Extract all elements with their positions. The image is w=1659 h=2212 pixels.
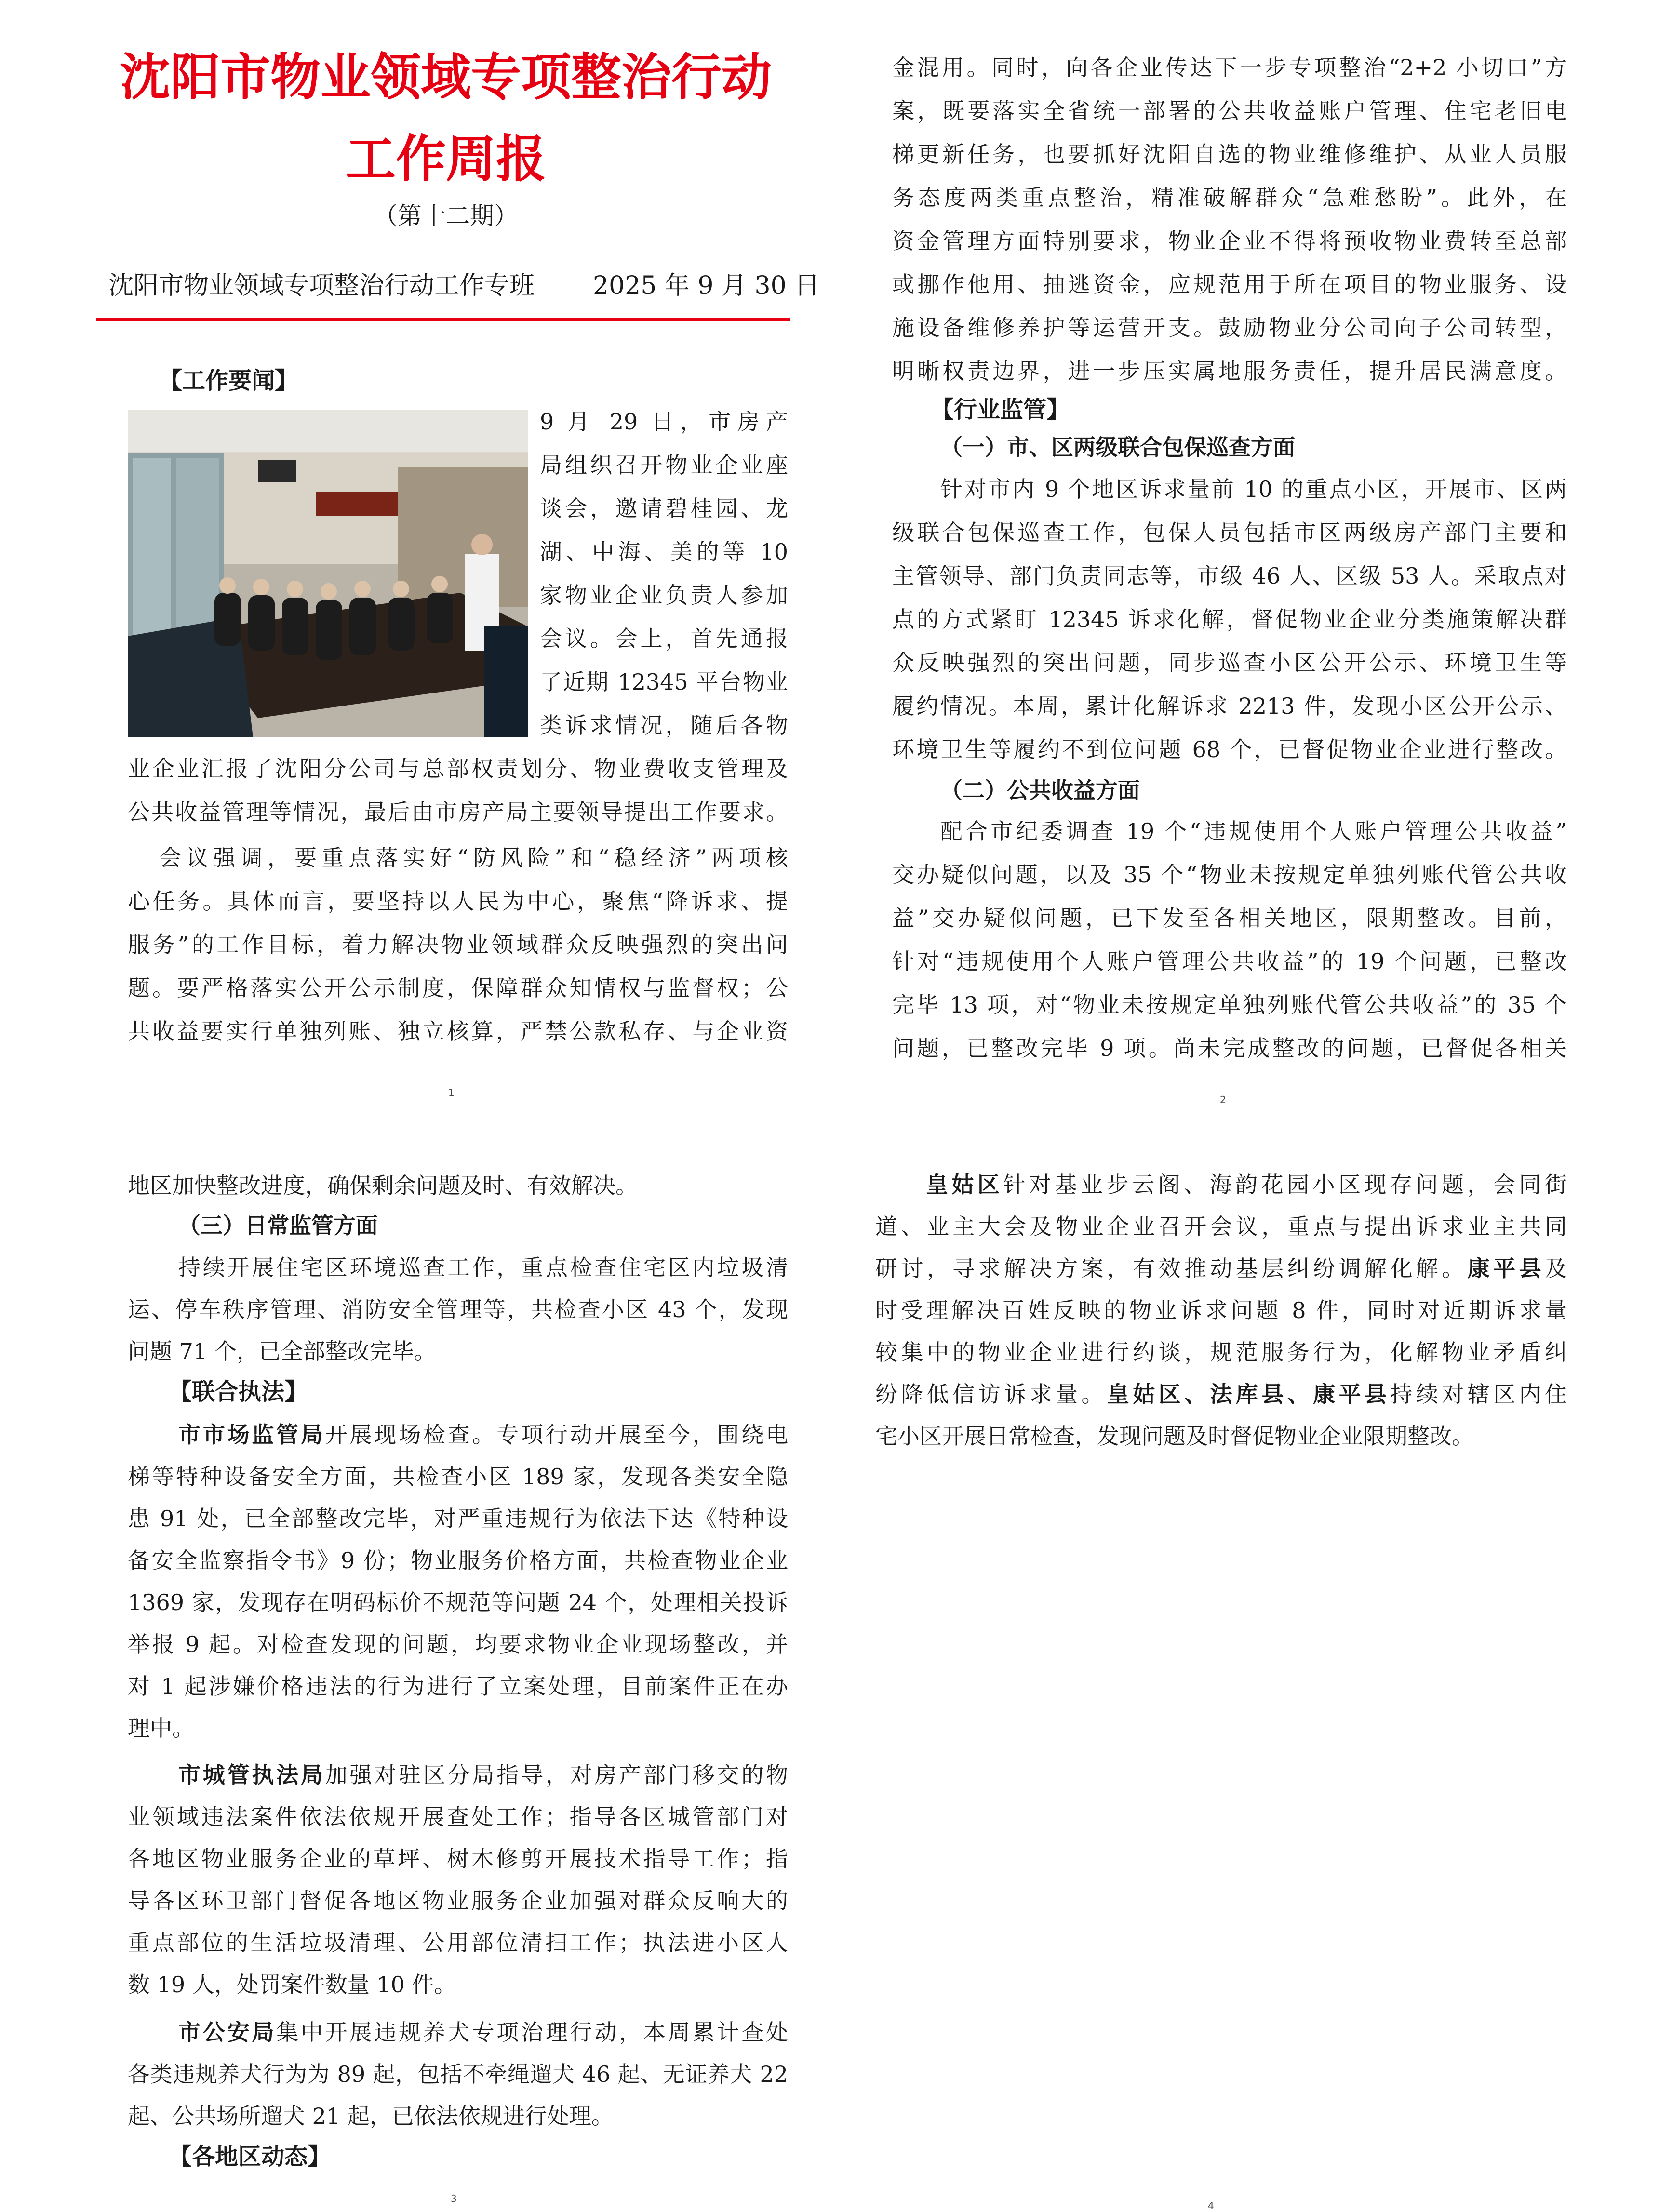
- page-3: [0, 1106, 830, 2212]
- text-line: 备安全监察指令书》9 份；物业服务价格方面，共检查物业企业: [128, 1547, 788, 1573]
- text-line: 1369 家，发现存在明码标价不规范等问题 24 个，处理相关投诉: [128, 1589, 788, 1615]
- text-line: 针对“违规使用个人账户管理公共收益”的 19 个问题，已整改: [892, 948, 1567, 974]
- text-line: 级联合包保巡查工作，包保人员包括市区两级房产部门主要和: [892, 520, 1567, 546]
- text-line: 时受理解决百姓反映的物业诉求问题 8 件，同时对近期诉求量: [875, 1297, 1567, 1323]
- text-line: 共收益要实行单独列账、独立核算，严禁公款私存、与企业资: [128, 1018, 788, 1044]
- text-line: 配合市纪委调查 19 个“违规使用个人账户管理公共收益”: [940, 818, 1567, 844]
- text-line: 了近期 12345 平台物业: [540, 669, 788, 695]
- text-line: 纷降低信访诉求量。皇姑区、法库县、康平县持续对辖区内住: [875, 1381, 1567, 1407]
- district-name: 皇姑区、法库县、康平县: [1107, 1381, 1391, 1407]
- publish-date: 2025 年 9 月 30 日: [593, 271, 820, 300]
- text-line: 履约情况。本周，累计化解诉求 2213 件，发现小区公开公示、: [892, 693, 1567, 719]
- text-line: 举报 9 起。对检查发现的问题，均要求物业企业现场整改，并: [128, 1631, 788, 1657]
- text-line: 业企业汇报了沈阳分公司与总部权责划分、物业费收支管理及: [128, 756, 788, 782]
- text-line: 市市场监管局开展现场检查。专项行动开展至今，围绕电: [178, 1422, 789, 1448]
- text-line: 道、业主大会及物业企业召开会议，重点与提出诉求业主共同: [875, 1213, 1567, 1239]
- text-line: 重点部位的生活垃圾清理、公用部位清扫工作；执法进小区人: [128, 1930, 788, 1956]
- text-line: 局组织召开物业企业座: [540, 452, 788, 478]
- text-line: 公共收益管理等情况，最后由市房产局主要领导提出工作要求。: [128, 799, 788, 825]
- text-line: 患 91 处，已全部整改完毕，对严重违规行为依法下达《特种设: [128, 1506, 788, 1532]
- text-line: 湖、中海、美的等 10: [540, 539, 788, 565]
- text-line: 金混用。同时，向各企业传达下一步专项整治“2+2 小切口”方: [892, 54, 1567, 80]
- subsection-patrol: （一）市、区两级联合包保巡查方面: [940, 434, 1295, 460]
- meeting-photo: [128, 410, 528, 737]
- text-line: 务态度两类重点整治，精准破解群众“急难愁盼”。此外，在: [892, 185, 1567, 211]
- text-line: 宅小区开展日常检查，发现问题及时督促物业企业限期整改。: [875, 1423, 1474, 1449]
- text-line: 会议强调，要重点落实好“防风险”和“稳经济”两项核: [159, 845, 788, 871]
- text-line: 益”交办疑似问题，已下发至各相关地区，限期整改。目前，: [892, 905, 1567, 931]
- text-line: 会议。会上，首先通报: [540, 626, 788, 652]
- text-line: 运、停车秩序管理、消防安全管理等，共检查小区 43 个，发现: [128, 1296, 788, 1322]
- district-name: 皇姑区: [926, 1172, 1003, 1198]
- text-line: 各类违规养犬行为为 89 起，包括不牵绳遛犬 46 起、无证养犬 22: [128, 2061, 788, 2087]
- text-line: 梯更新任务，也要抓好沈阳自选的物业维修维护、从业人员服: [892, 141, 1567, 167]
- text-line: 数 19 人，处罚案件数量 10 件。: [128, 1972, 456, 1998]
- page-4: [830, 1106, 1659, 2212]
- text-line: 皇姑区针对基业步云阁、海韵花园小区现存问题，会同街: [926, 1172, 1567, 1198]
- text-line: 类诉求情况，随后各物: [540, 712, 788, 738]
- text-line: 点的方式紧盯 12345 诉求化解，督促物业企业分类施策解决群: [892, 606, 1567, 632]
- text-line: 环境卫生等履约不到位问题 68 个，已督促物业企业进行整改。: [892, 736, 1567, 762]
- page-number: 2: [1220, 1094, 1226, 1106]
- text-line: 众反映强烈的突出问题，同步巡查小区公开公示、环境卫生等: [892, 650, 1567, 676]
- district-name: 康平县: [1467, 1255, 1545, 1281]
- page-1: [0, 0, 830, 1106]
- text-line: 梯等特种设备安全方面，共检查小区 189 家，发现各类安全隐: [128, 1464, 788, 1490]
- subsection-public-income: （二）公共收益方面: [940, 777, 1140, 803]
- text-line: 主管领导、部门负责同志等，市级 46 人、区级 53 人。采取点对: [892, 563, 1567, 589]
- text-line: 明晰权责边界，进一步压实属地服务责任，提升居民满意度。: [892, 358, 1567, 384]
- text-line: 交办疑似问题，以及 35 个“物业未按规定单独列账代管公共收: [892, 862, 1567, 888]
- text-line: 理中。: [128, 1715, 194, 1741]
- report-title-line1: 沈阳市物业领域专项整治行动: [120, 47, 772, 107]
- section-joint-enforcement: 【联合执法】: [169, 1378, 308, 1405]
- section-district-updates: 【各地区动态】: [169, 2143, 331, 2170]
- text-line: 导各区环卫部门督促各地区物业服务企业加强对群众反响大的: [128, 1888, 788, 1914]
- text-line: 9 月 29 日，市房产: [540, 409, 788, 435]
- text-line: 问题 71 个，已全部整改完毕。: [128, 1338, 436, 1364]
- text-line: 各地区物业服务企业的草坪、树木修剪开展技术指导工作；指: [128, 1846, 788, 1872]
- section-work-news: 【工作要闻】: [159, 367, 298, 394]
- text-line: 起、公共场所遛犬 21 起，已依法依规进行处理。: [128, 2103, 614, 2129]
- text-line: 心任务。具体而言，要坚持以人民为中心，聚焦“降诉求、提: [128, 888, 788, 914]
- text-line: 问题，已整改完毕 9 项。尚未完成整改的问题，已督促各相关: [892, 1035, 1567, 1061]
- issue-number: （第十二期）: [374, 202, 518, 230]
- text-line: 市公安局集中开展违规养犬专项治理行动，本周累计查处: [178, 2019, 789, 2045]
- text-line: 研讨，寻求解决方案，有效推动基层纠纷调解化解。康平县及: [875, 1255, 1567, 1281]
- agency-name: 市公安局: [178, 2019, 277, 2045]
- text-line: 地区加快整改进度，确保剩余问题及时、有效解决。: [128, 1173, 638, 1199]
- text-line: 持续开展住宅区环境巡查工作，重点检查住宅区内垃圾清: [178, 1254, 788, 1280]
- publisher: 沈阳市物业领域专项整治行动工作专班: [108, 271, 535, 300]
- text-line: 较集中的物业企业进行约谈，规范服务行为，化解物业矛盾纠: [875, 1339, 1567, 1365]
- agency-name: 市市场监管局: [178, 1422, 325, 1448]
- section-industry: 【行业监管】: [931, 396, 1070, 423]
- text-line: 或挪作他用、抽逃资金，应规范用于所在项目的物业服务、设: [892, 271, 1567, 297]
- text-line: 题。要严格落实公开公示制度，保障群众知情权与监督权；公: [128, 975, 788, 1001]
- text-line: 施设备维修养护等运营开支。鼓励物业分公司向子公司转型，: [892, 315, 1567, 341]
- page-number: 4: [1208, 2200, 1214, 2212]
- text-line: 市城管执法局加强对驻区分局指导，对房产部门移交的物: [178, 1762, 789, 1788]
- text-line: 业领域违法案件依法依规开展查处工作；指导各区城管部门对: [128, 1804, 788, 1830]
- agency-name: 市城管执法局: [178, 1762, 325, 1788]
- page-number: 1: [448, 1087, 455, 1098]
- text-line: 资金管理方面特别要求，物业企业不得将预收物业费转至总部: [892, 228, 1567, 254]
- text-line: 完毕 13 项，对“物业未按规定单独列账代管公共收益”的 35 个: [892, 992, 1567, 1018]
- report-title-line2: 工作周报: [345, 129, 546, 188]
- text-line: 案，既要落实全省统一部署的公共收益账户管理、住宅老旧电: [892, 98, 1567, 124]
- text-line: 家物业企业负责人参加: [540, 582, 788, 608]
- page-number: 3: [451, 2193, 457, 2204]
- header-divider: [96, 318, 790, 321]
- subsection-daily: （三）日常监管方面: [178, 1213, 378, 1239]
- text-line: 针对市内 9 个地区诉求量前 10 的重点小区，开展市、区两: [940, 476, 1567, 502]
- text-line: 谈会，邀请碧桂园、龙: [540, 495, 788, 521]
- text-line: 服务”的工作目标，着力解决物业领域群众反映强烈的突出问: [128, 932, 788, 958]
- page-2: [830, 0, 1659, 1106]
- text-line: 对 1 起涉嫌价格违法的行为进行了立案处理，目前案件正在办: [128, 1673, 788, 1699]
